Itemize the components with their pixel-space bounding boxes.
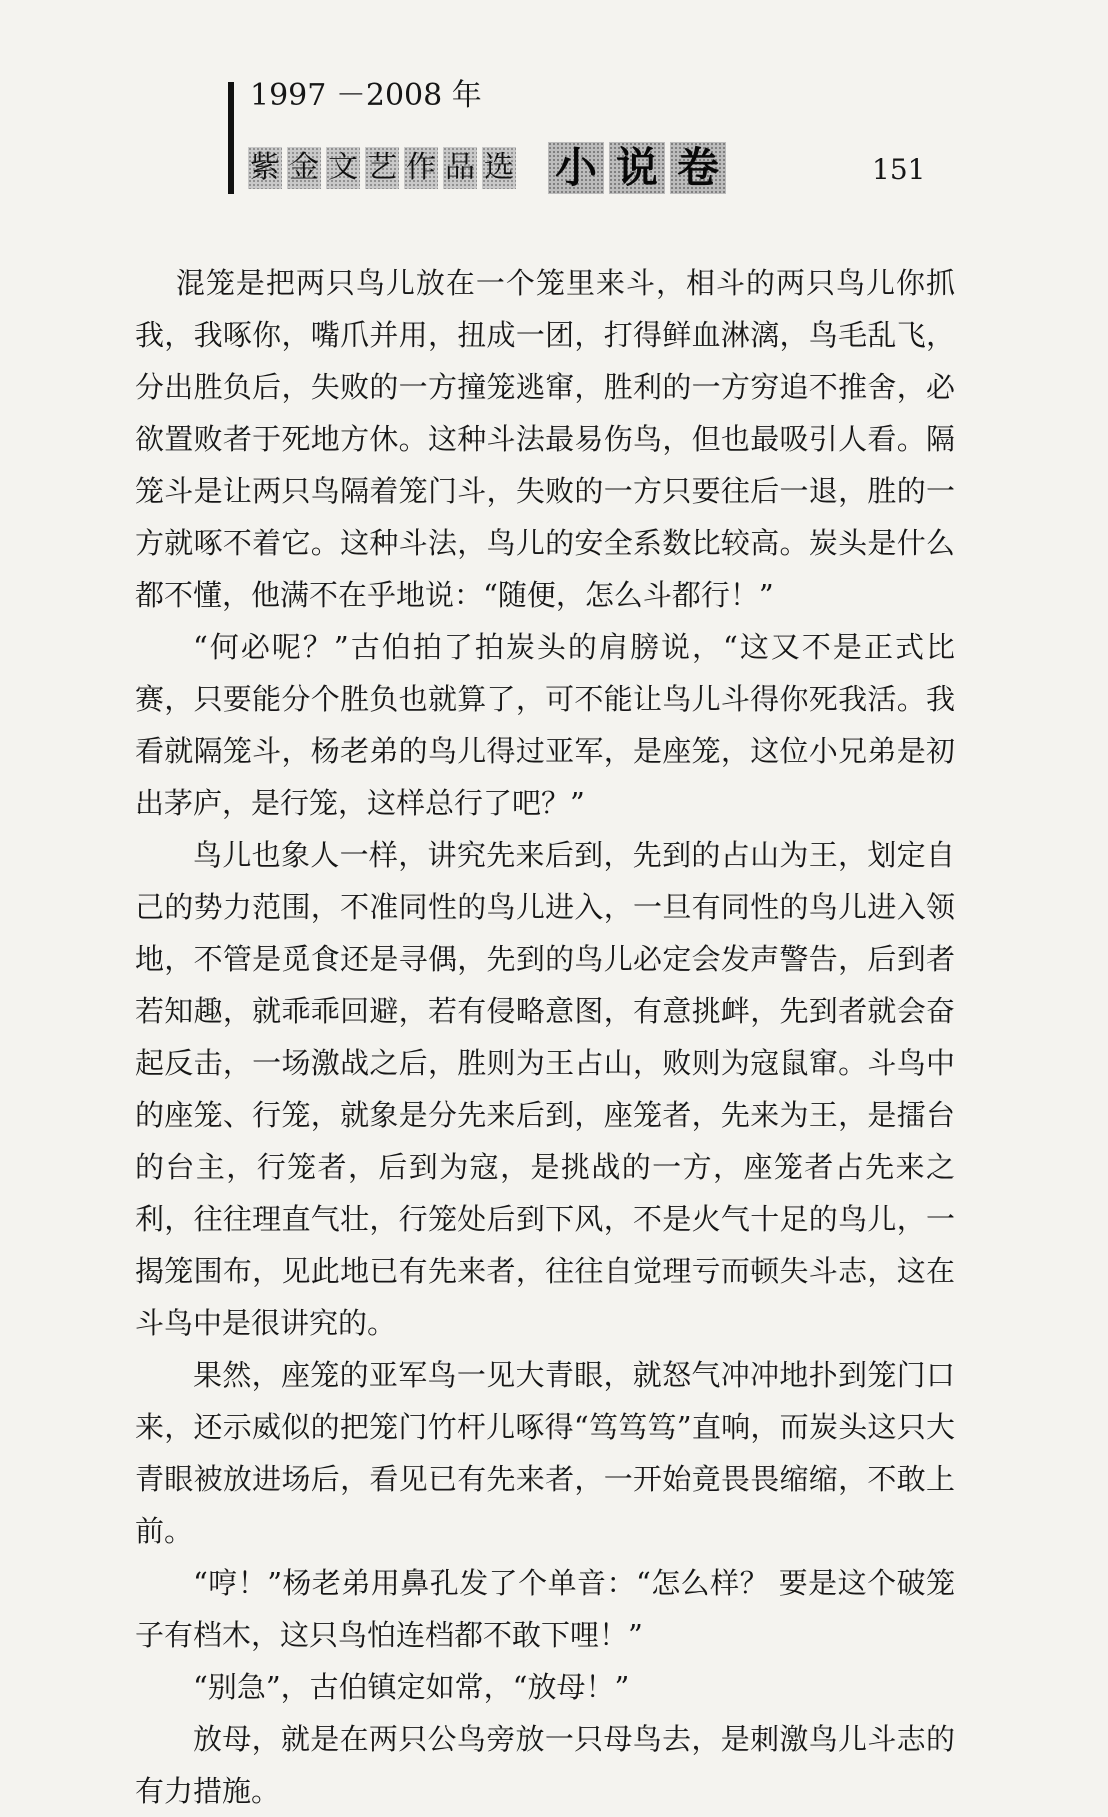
- header-vertical-rule: [228, 82, 234, 194]
- series-title-char: 紫: [248, 147, 282, 189]
- series-title-char: 金: [287, 147, 321, 189]
- volume-title-char: 小: [548, 142, 604, 194]
- volume-title-char: 说: [609, 142, 665, 194]
- paragraph: “何必呢？”古伯拍了拍炭头的肩膀说，“这又不是正式比赛，只要能分个胜负也就算了，可不能让鸟儿斗得你死我活。我看就隔笼斗，杨老弟的鸟儿得过亚军，是座笼，这位小兄弟是初出茅庐，是行笼，这样总行了吧？”: [135, 630, 955, 820]
- series-title-char: 文: [326, 147, 360, 189]
- volume-title-char: 卷: [670, 142, 726, 194]
- paragraph: 放母，就是在两只公鸟旁放一只母鸟去，是刺激鸟儿斗志的有力措施。: [135, 1722, 955, 1808]
- paragraph: 果然，座笼的亚军鸟一见大青眼，就怒气冲冲地扑到笼门口来，还示威似的把笼门竹杆儿啄得“笃笃笃”直响，而炭头这只大青眼被放进场后，看见已有先来者，一开始竟畏畏缩缩，不敢上前。: [135, 1358, 955, 1548]
- page-number: 151: [872, 153, 926, 186]
- paragraph: “别急”，古伯镇定如常，“放母！”: [193, 1670, 630, 1704]
- body-text: [135, 257, 955, 1817]
- paragraph: 混笼是把两只鸟儿放在一个笼里来斗，相斗的两只鸟儿你抓我，我啄你，嘴爪并用，扭成一团，打得鲜血淋漓，鸟毛乱飞，分出胜负后，失败的一方撞笼逃窜，胜利的一方穷追不推舍，必欲置败者于死地方休。这种斗法最易伤鸟，但也最吸引人看。隔笼斗是让两只鸟隔着笼门斗，失败的一方只要往后一退，胜的一方就啄不着它。这种斗法，鸟儿的安全系数比较高。炭头是什么都不懂，他满不在乎地说：“随便，怎么斗都行！”: [135, 266, 955, 612]
- header-series-title: [248, 142, 726, 194]
- series-title-char: 选: [482, 147, 516, 189]
- paragraph: “哼！”杨老弟用鼻孔发了个单音：“怎么样？ 要是这个破笼子有档木，这只鸟怕连档都不敢下哩！”: [135, 1566, 955, 1652]
- paragraph: 鸟儿也象人一样，讲究先来后到，先到的占山为王，划定自己的势力范围，不准同性的鸟儿进入，一旦有同性的鸟儿进入领地，不管是觅食还是寻偶，先到的鸟儿必定会发声警告，后到者若知趣，就乖乖回避，若有侵略意图，有意挑衅，先到者就会奋起反击，一场激战之后，胜则为王占山，败则为寇鼠窜。斗鸟中的座笼、行笼，就象是分先来后到，座笼者，先来为王，是擂台的台主，行笼者，后到为寇，是挑战的一方，座笼者占先来之利，往往理直气壮，行笼处后到下风，不是火气十足的鸟儿，一揭笼围布，见此地已有先来者，往往自觉理亏而顿失斗志，这在斗鸟中是很讲究的。: [135, 838, 955, 1340]
- series-title-char: 艺: [365, 147, 399, 189]
- series-title-char: 作: [404, 147, 438, 189]
- series-title-char: 品: [443, 147, 477, 189]
- header-years: 1997 －2008 年: [250, 78, 482, 113]
